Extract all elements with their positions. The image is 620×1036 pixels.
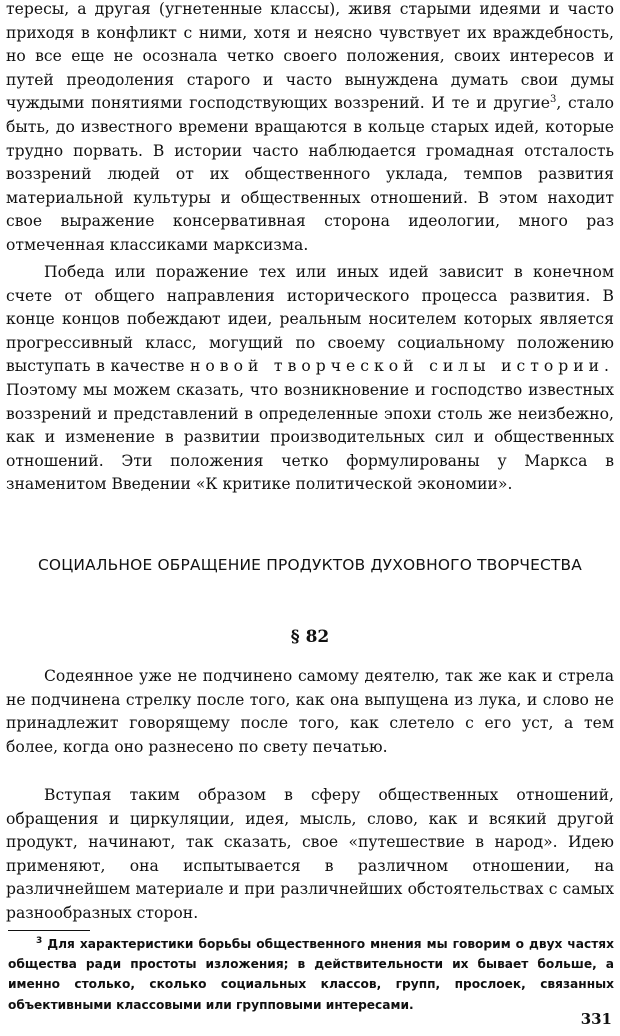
footnote-reference: 3	[549, 94, 557, 106]
paragraph-1-text-a: тересы, а другая (угнетенные классы), живя старыми идеями и часто приходя в конфликт с ними, хотя и неясно чувствует их враждебность, но все еще не осознала четко своего положения, своих интересов и путей преодоления старого и часто вынуждена думать свои думы чуждыми понятиями господствующих воззрений. И те и другие	[6, 0, 614, 113]
paragraph-continuation	[6, 0, 614, 258]
paragraph-social-sphere: Вступая таким образом в сферу общественных отношений, обращения и циркуляции, идея, мысль, слово, как и всякий другой продукт, начинают, так сказать, свое «путешествие в народ». Идею применяют, она испытывается в различном отношении, на различнейшем материале и при различнейших обстоятельствах с самых разнообразных сторон.	[6, 786, 614, 922]
paragraph-2-text-b: Поэтому мы можем сказать, что возникновение и господство известных воззрений и представлений в определенные эпохи столь же неизбежно, как и изменение в развитии производительных сил и общественных отношений. Эти положения четко формулированы у Маркса в знаменитом Введении «К критике политической экономии».	[6, 380, 614, 494]
footnote-divider	[8, 930, 90, 931]
paragraph-2-text-a: Победа или поражение тех или иных идей зависит в конечном счете от общего направления исторического процесса развития. В конце концов побеждают идеи, реальным носителем которых является прогрессивный класс, могущий по своему социальному положению выступать в качестве	[6, 263, 614, 376]
emphasized-phrase: новой творческой силы истории.	[190, 357, 614, 376]
footnote-text: Для характеристики борьбы общественного мнения мы говорим о двух частях общества ради простоты изложения; в действительности их бывает больше, а именно столько, сколько социальных классов, групп, прослоек, связанных объективными классовыми или групповыми интересами.	[8, 937, 614, 1012]
footnote	[8, 934, 614, 1015]
page-number: 331	[580, 1010, 612, 1028]
paragraph-deed: Содеянное уже не подчинено самому деятелю, так же как и стрела не подчинена стрелку после того, как она выпущена из лука, и слово не принадлежит говорящему после того, как слетело с его уст, а тем более, когда оно разнесено по свету печатью.	[6, 667, 614, 756]
section-title: СОЦИАЛЬНОЕ ОБРАЩЕНИЕ ПРОДУКТОВ ДУХОВНОГО ТВОРЧЕСТВА	[37, 556, 583, 574]
footnote-number: 3	[36, 935, 43, 946]
paragraph-1-text-b: , стало быть, до известного времени вращаются в кольце старых идей, которые трудно порвать. В истории часто наблюдается громадная отсталость воззрений людей от их общественного уклада, темпов развития материальной культуры и общественных отношений. В этом находит свое выражение консервативная сторона идеологии, много раз отмеченная классиками марксизма.	[6, 94, 614, 254]
paragraph-victory-of-ideas	[6, 261, 614, 497]
section-number: § 82	[290, 627, 330, 647]
